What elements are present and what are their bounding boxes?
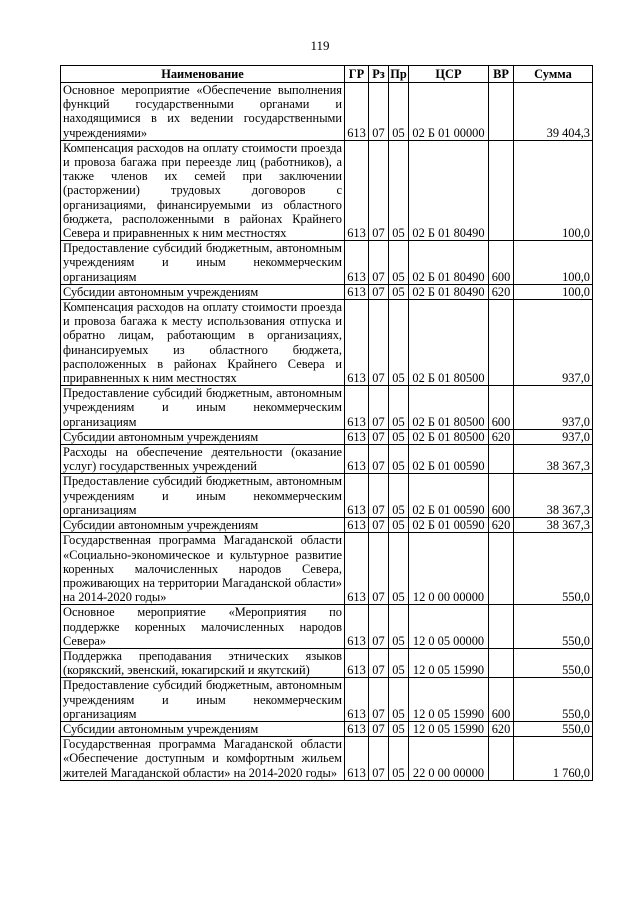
cell-sum: 38 367,3 xyxy=(514,445,593,474)
cell-rz: 07 xyxy=(369,605,389,649)
header-gr: ГР xyxy=(345,66,369,83)
cell-sum: 550,0 xyxy=(514,678,593,722)
cell-name: Предоставление субсидий бюджетным, автономным учреждениям и иным некоммерческим организациям xyxy=(61,386,345,430)
header-csr: ЦСР xyxy=(409,66,489,83)
cell-pr: 05 xyxy=(389,474,409,518)
cell-rz: 07 xyxy=(369,241,389,285)
table-row xyxy=(61,83,593,141)
cell-rz: 07 xyxy=(369,474,389,518)
cell-csr: 02 Б 01 80490 xyxy=(409,284,489,299)
cell-gr: 613 xyxy=(345,429,369,444)
cell-sum: 550,0 xyxy=(514,648,593,677)
cell-vr xyxy=(489,140,514,240)
cell-sum: 38 367,3 xyxy=(514,518,593,533)
cell-name: Поддержка преподавания этнических языков (корякский, эвенский, юкагирский и якутский) xyxy=(61,648,345,677)
cell-rz: 07 xyxy=(369,300,389,386)
cell-gr: 613 xyxy=(345,83,369,141)
table-row xyxy=(61,721,593,736)
cell-sum: 937,0 xyxy=(514,386,593,430)
cell-name: Расходы на обеспечение деятельности (оказание услуг) государственных учреждений xyxy=(61,445,345,474)
cell-csr: 02 Б 01 80500 xyxy=(409,300,489,386)
table-body xyxy=(61,83,593,781)
cell-rz: 07 xyxy=(369,648,389,677)
cell-pr: 05 xyxy=(389,429,409,444)
cell-pr: 05 xyxy=(389,605,409,649)
cell-csr: 22 0 00 00000 xyxy=(409,737,489,781)
cell-sum: 38 367,3 xyxy=(514,474,593,518)
table-row xyxy=(61,518,593,533)
cell-sum: 100,0 xyxy=(514,241,593,285)
cell-gr: 613 xyxy=(345,386,369,430)
cell-gr: 613 xyxy=(345,721,369,736)
table-row xyxy=(61,533,593,605)
cell-pr: 05 xyxy=(389,648,409,677)
cell-csr: 02 Б 01 80500 xyxy=(409,429,489,444)
cell-rz: 07 xyxy=(369,518,389,533)
cell-pr: 05 xyxy=(389,721,409,736)
table-row xyxy=(61,386,593,430)
cell-vr xyxy=(489,737,514,781)
cell-name: Государственная программа Магаданской области «Обеспечение доступным и комфортным жильем жителей Магаданской области» на 2014-2020 годы» xyxy=(61,737,345,781)
header-rz: Рз xyxy=(369,66,389,83)
table-header-row xyxy=(61,66,593,83)
header-pr: Пр xyxy=(390,66,407,81)
cell-rz: 07 xyxy=(369,678,389,722)
table-row xyxy=(61,284,593,299)
header-vr: ВР xyxy=(489,66,514,83)
cell-gr: 613 xyxy=(345,474,369,518)
cell-vr: 620 xyxy=(489,284,514,299)
cell-gr: 613 xyxy=(345,533,369,605)
cell-pr: 05 xyxy=(389,241,409,285)
cell-vr xyxy=(489,648,514,677)
cell-name: Основное мероприятие «Мероприятия по поддержке коренных малочисленных народов Севера» xyxy=(61,605,345,649)
table-row xyxy=(61,737,593,781)
table-row xyxy=(61,140,593,240)
cell-name: Предоставление субсидий бюджетным, автономным учреждениям и иным некоммерческим организациям xyxy=(61,678,345,722)
cell-sum: 100,0 xyxy=(514,284,593,299)
cell-gr: 613 xyxy=(345,648,369,677)
cell-gr: 613 xyxy=(345,518,369,533)
cell-sum: 550,0 xyxy=(514,605,593,649)
cell-csr: 02 Б 01 80500 xyxy=(409,386,489,430)
cell-pr: 05 xyxy=(389,518,409,533)
cell-pr: 05 xyxy=(389,140,409,240)
cell-name: Компенсация расходов на оплату стоимости проезда и провоза багажа к месту использования отпуска и обратно лицам, работающим в организациях, финансируемых из областного бюджета, расположенных в районах Крайнего Севера и приравненных к ним местностях xyxy=(61,300,345,386)
cell-name: Субсидии автономным учреждениям xyxy=(61,429,345,444)
cell-sum: 39 404,3 xyxy=(514,83,593,141)
cell-vr xyxy=(489,605,514,649)
cell-vr: 620 xyxy=(489,518,514,533)
cell-rz: 07 xyxy=(369,533,389,605)
cell-name: Субсидии автономным учреждениям xyxy=(61,721,345,736)
cell-gr: 613 xyxy=(345,241,369,285)
budget-table xyxy=(60,65,593,781)
cell-pr: 05 xyxy=(389,386,409,430)
cell-csr: 12 0 05 00000 xyxy=(409,605,489,649)
cell-name: Предоставление субсидий бюджетным, автономным учреждениям и иным некоммерческим организациям xyxy=(61,474,345,518)
cell-rz: 07 xyxy=(369,737,389,781)
table-row xyxy=(61,300,593,386)
cell-rz: 07 xyxy=(369,445,389,474)
cell-rz: 07 xyxy=(369,429,389,444)
cell-gr: 613 xyxy=(345,140,369,240)
table-row xyxy=(61,648,593,677)
cell-csr: 02 Б 01 00590 xyxy=(409,445,489,474)
cell-csr: 12 0 00 00000 xyxy=(409,533,489,605)
cell-pr: 05 xyxy=(389,533,409,605)
cell-sum: 1 760,0 xyxy=(514,737,593,781)
cell-vr xyxy=(489,83,514,141)
cell-sum: 100,0 xyxy=(514,140,593,240)
cell-rz: 07 xyxy=(369,140,389,240)
cell-pr: 05 xyxy=(389,737,409,781)
table-row xyxy=(61,605,593,649)
cell-csr: 02 Б 01 80490 xyxy=(409,140,489,240)
table-row xyxy=(61,678,593,722)
cell-pr: 05 xyxy=(389,83,409,141)
cell-pr: 05 xyxy=(389,300,409,386)
cell-name: Субсидии автономным учреждениям xyxy=(61,518,345,533)
header-name: Наименование xyxy=(61,66,345,83)
cell-vr: 620 xyxy=(489,721,514,736)
cell-sum: 937,0 xyxy=(514,300,593,386)
cell-gr: 613 xyxy=(345,605,369,649)
header-sum: Сумма xyxy=(514,66,593,83)
cell-csr: 02 Б 01 00590 xyxy=(409,474,489,518)
cell-rz: 07 xyxy=(369,83,389,141)
cell-gr: 613 xyxy=(345,678,369,722)
cell-gr: 613 xyxy=(345,284,369,299)
cell-vr xyxy=(489,533,514,605)
page-number: 119 xyxy=(310,38,330,53)
cell-name: Государственная программа Магаданской области «Социально-экономическое и культурное развитие коренных малочисленных народов Севера, проживающих на территории Магаданской области» на 2014-2020 годы» xyxy=(61,533,345,605)
cell-csr: 02 Б 01 00590 xyxy=(409,518,489,533)
table-row xyxy=(61,445,593,474)
cell-name: Предоставление субсидий бюджетным, автономным учреждениям и иным некоммерческим организациям xyxy=(61,241,345,285)
cell-csr: 12 0 05 15990 xyxy=(409,721,489,736)
cell-rz: 07 xyxy=(369,721,389,736)
cell-csr: 12 0 05 15990 xyxy=(409,678,489,722)
cell-csr: 12 0 05 15990 xyxy=(409,648,489,677)
cell-name: Компенсация расходов на оплату стоимости проезда и провоза багажа при переезде лиц (работников), а также членов их семей при заключении (расторжении) трудовых договоров с организациями, финансируемыми из областного бюджета, расположенными в районах Крайнего Севера и приравненных к ним местностях xyxy=(61,140,345,240)
cell-sum: 550,0 xyxy=(514,533,593,605)
cell-vr xyxy=(489,445,514,474)
table-row xyxy=(61,241,593,285)
cell-rz: 07 xyxy=(369,386,389,430)
cell-vr: 600 xyxy=(489,241,514,285)
table-row xyxy=(61,474,593,518)
cell-gr: 613 xyxy=(345,445,369,474)
cell-pr: 05 xyxy=(389,678,409,722)
table-row xyxy=(61,429,593,444)
cell-sum: 937,0 xyxy=(514,429,593,444)
cell-gr: 613 xyxy=(345,737,369,781)
cell-sum: 550,0 xyxy=(514,721,593,736)
cell-pr: 05 xyxy=(389,445,409,474)
cell-vr: 620 xyxy=(489,429,514,444)
cell-vr: 600 xyxy=(489,474,514,518)
cell-vr: 600 xyxy=(489,386,514,430)
cell-vr: 600 xyxy=(489,678,514,722)
cell-name: Субсидии автономным учреждениям xyxy=(61,284,345,299)
cell-rz: 07 xyxy=(369,284,389,299)
cell-csr: 02 Б 01 00000 xyxy=(409,83,489,141)
cell-csr: 02 Б 01 80490 xyxy=(409,241,489,285)
cell-vr xyxy=(489,300,514,386)
cell-gr: 613 xyxy=(345,300,369,386)
cell-pr: 05 xyxy=(389,284,409,299)
cell-name: Основное мероприятие «Обеспечение выполнения функций государственными органами и находящимися в их ведении государственными учреждениями» xyxy=(61,83,345,141)
